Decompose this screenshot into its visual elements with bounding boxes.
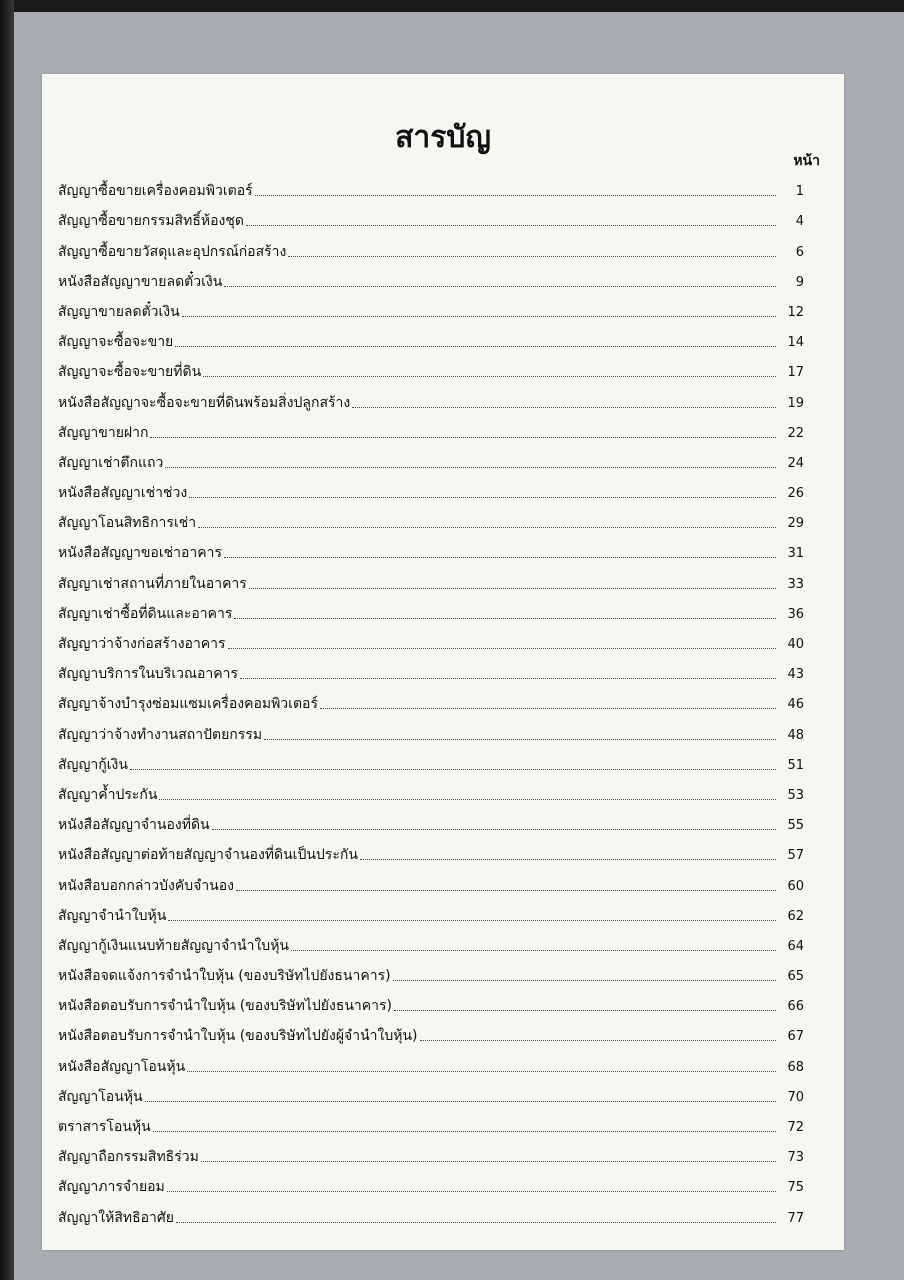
toc-entry <box>58 443 804 473</box>
dot-leader <box>203 375 776 377</box>
toc-entry-label: สัญญาจ้างบำรุงซ่อมแซมเครื่องคอมพิวเตอร์ <box>58 696 318 713</box>
dot-leader <box>288 255 776 257</box>
toc-entry-page-number: 33 <box>787 576 804 592</box>
dot-leader <box>182 315 776 317</box>
toc-entry-label: สัญญาซื้อขายกรรมสิทธิ์ห้องชุด <box>58 213 244 230</box>
dot-leader <box>255 194 776 196</box>
toc-entry <box>58 1077 804 1107</box>
dot-leader <box>249 587 776 589</box>
dot-leader <box>198 526 776 528</box>
dot-leader <box>168 919 776 921</box>
toc-entry <box>58 563 804 593</box>
toc-entry-label: สัญญาซื้อขายวัสดุและอุปกรณ์ก่อสร้าง <box>58 243 287 260</box>
toc-entry <box>58 322 804 352</box>
toc-entry <box>58 775 804 805</box>
dot-leader <box>145 1100 776 1102</box>
dot-leader <box>165 466 776 468</box>
toc-entry-page-number: 40 <box>787 637 804 652</box>
dot-leader <box>420 1039 777 1041</box>
toc-entry <box>58 684 804 714</box>
dot-leader <box>236 889 776 891</box>
toc-entry-label: สัญญาเช่าซื้อที่ดินและอาคาร <box>58 605 233 622</box>
toc-entry-label: หนังสือสัญญาต่อท้ายสัญญาจำนองที่ดินเป็นประกัน <box>58 847 358 864</box>
toc-entry-label: สัญญาขายฝาก <box>58 424 149 441</box>
dot-leader <box>201 1160 776 1162</box>
toc-entry-label: สัญญาเช่าตึกแถว <box>58 454 164 471</box>
toc-entry <box>58 835 804 865</box>
book-spine <box>0 0 14 1280</box>
toc-entry <box>58 654 804 684</box>
dot-leader <box>240 677 776 679</box>
toc-entry-label: สัญญาจะซื้อจะขายที่ดิน <box>58 364 202 381</box>
toc-entry <box>58 352 804 382</box>
toc-entry-page-number: 12 <box>787 304 804 320</box>
dot-leader <box>393 979 776 981</box>
dot-leader <box>212 828 776 830</box>
toc-entry-page-number: 65 <box>787 969 804 985</box>
dot-leader <box>187 1070 776 1072</box>
toc-entry-label: สัญญาให้สิทธิอาศัย <box>58 1209 175 1226</box>
toc-entry <box>58 1016 804 1046</box>
toc-entry-label: ตราสารโอนหุ้น <box>58 1119 151 1135</box>
toc-entry-label: หนังสือตอบรับการจำนำใบหุ้น (ของบริษัทไปยังผู้จำนำใบหุ้น) <box>58 1028 418 1045</box>
dot-leader <box>228 647 776 649</box>
toc-entry-label: สัญญาภารจำยอม <box>58 1179 165 1196</box>
toc-entry <box>58 533 804 563</box>
document-page <box>42 74 844 1250</box>
toc-entry-page-number: 43 <box>787 667 804 683</box>
toc-entry <box>58 503 804 533</box>
dot-leader <box>189 496 776 498</box>
toc-entry-page-number: 1 <box>795 184 804 200</box>
dot-leader <box>153 1130 776 1132</box>
dot-leader <box>394 1009 776 1011</box>
dot-leader <box>320 707 776 709</box>
toc-entry-page-number: 51 <box>787 757 804 773</box>
toc-entry-page-number: 22 <box>787 425 804 441</box>
toc-entry-page-number: 14 <box>787 335 804 351</box>
toc-entry <box>58 1107 804 1137</box>
toc-entry <box>58 714 804 744</box>
toc-entry-label: สัญญากู้เงินแนบท้ายสัญญาจำนำใบหุ้น <box>58 937 289 954</box>
toc-entry-page-number: 36 <box>787 606 804 622</box>
toc-entry <box>58 473 804 503</box>
toc-entry-label: หนังสือสัญญาขายลดตั๋วเงิน <box>58 273 223 290</box>
dot-leader <box>224 285 776 287</box>
dot-leader <box>175 345 776 347</box>
toc-entry <box>58 594 804 624</box>
toc-entry-page-number: 53 <box>787 787 804 803</box>
toc-entry-page-number: 31 <box>787 546 804 562</box>
dot-leader <box>159 798 776 800</box>
dot-leader <box>246 224 776 226</box>
page-title: สารบัญ <box>395 120 491 155</box>
toc-entry-page-number: 17 <box>787 365 804 381</box>
toc-entry-label: หนังสือตอบรับการจำนำใบหุ้น (ของบริษัทไปยังธนาคาร) <box>58 998 392 1015</box>
toc-entry <box>58 624 804 654</box>
dot-leader <box>264 738 776 740</box>
toc-entry-page-number: 6 <box>795 244 804 260</box>
toc-entry-label: หนังสือสัญญาขอเช่าอาคาร <box>58 545 222 562</box>
toc-entry <box>58 805 804 835</box>
toc-entry-label: หนังสือสัญญาจะซื้อจะขายที่ดินพร้อมสิ่งปลูกสร้าง <box>58 394 351 411</box>
toc-entry-page-number: 73 <box>787 1150 804 1166</box>
toc-entry <box>58 413 804 443</box>
toc-entry-page-number: 67 <box>787 1029 804 1045</box>
toc-entry-label: สัญญาจำนำใบหุ้น <box>58 907 167 924</box>
toc-entry-label: สัญญาค้ำประกัน <box>58 786 158 803</box>
toc-entry-label: หนังสือสัญญาโอนหุ้น <box>58 1058 186 1075</box>
toc-entry <box>58 262 804 292</box>
toc-entry-page-number: 75 <box>787 1180 804 1196</box>
toc-entry-label: หนังสือสัญญาเช่าช่วง <box>58 485 188 502</box>
toc-entry-label: หนังสือจดแจ้งการจำนำใบหุ้น (ของบริษัทไปยังธนาคาร) <box>58 968 391 985</box>
toc-entry-label: สัญญาถือกรรมสิทธิร่วม <box>58 1149 199 1166</box>
dot-leader <box>130 768 776 770</box>
toc-entry-label: สัญญาว่าจ้างทำงานสถาปัตยกรรม <box>58 726 263 743</box>
toc-entry-label: สัญญากู้เงิน <box>58 756 128 773</box>
toc-entry <box>58 1046 804 1076</box>
dot-leader <box>176 1221 776 1223</box>
toc-entry-label: สัญญาโอนสิทธิการเช่า <box>58 515 197 532</box>
toc-entry <box>58 171 804 201</box>
dot-leader <box>234 617 776 619</box>
toc-entry <box>58 1167 804 1197</box>
toc-entry-label: สัญญาขายลดตั๋วเงิน <box>58 303 180 320</box>
dot-leader <box>291 949 776 951</box>
toc-entry <box>58 865 804 895</box>
toc-entry-page-number: 60 <box>787 878 804 894</box>
dot-leader <box>167 1190 776 1192</box>
dot-leader <box>224 556 776 558</box>
toc-entry <box>58 745 804 775</box>
page-column-header: หน้า <box>793 153 820 169</box>
toc-entry-page-number: 77 <box>787 1210 804 1226</box>
toc-entry-label: สัญญาจะซื้อจะขาย <box>58 334 174 351</box>
toc-entry <box>58 231 804 261</box>
toc-entry <box>58 382 804 412</box>
toc-entry-page-number: 62 <box>787 908 804 924</box>
toc-entry <box>58 1137 804 1167</box>
toc-entry-page-number: 64 <box>787 938 804 954</box>
toc-entry <box>58 896 804 926</box>
toc-entry-page-number: 4 <box>795 214 804 230</box>
table-of-contents <box>58 171 804 1228</box>
toc-entry <box>58 926 804 956</box>
dot-leader <box>150 436 776 438</box>
toc-entry <box>58 201 804 231</box>
toc-entry-page-number: 26 <box>787 486 804 502</box>
toc-entry-label: หนังสือสัญญาจำนองที่ดิน <box>58 817 210 834</box>
toc-entry-label: สัญญาซื้อขายเครื่องคอมพิวเตอร์ <box>58 183 253 200</box>
dot-leader <box>360 858 776 860</box>
toc-entry-label: สัญญาเช่าสถานที่ภายในอาคาร <box>58 575 247 592</box>
toc-entry-page-number: 72 <box>787 1120 804 1135</box>
toc-entry-page-number: 57 <box>787 848 804 864</box>
toc-entry-page-number: 9 <box>795 274 804 290</box>
toc-entry <box>58 1197 804 1227</box>
toc-entry <box>58 956 804 986</box>
toc-entry-page-number: 46 <box>787 697 804 713</box>
toc-entry-page-number: 48 <box>787 727 804 743</box>
toc-entry <box>58 986 804 1016</box>
toc-entry-page-number: 66 <box>787 999 804 1015</box>
toc-entry-page-number: 29 <box>787 516 804 532</box>
toc-entry-page-number: 19 <box>787 395 804 411</box>
toc-entry-page-number: 70 <box>787 1089 804 1105</box>
toc-entry-page-number: 55 <box>787 818 804 834</box>
toc-entry-label: สัญญาบริการในบริเวณอาคาร <box>58 666 238 683</box>
toc-entry-label: สัญญาโอนหุ้น <box>58 1088 143 1105</box>
toc-entry-page-number: 24 <box>787 455 804 471</box>
toc-entry-label: สัญญาว่าจ้างก่อสร้างอาคาร <box>58 636 226 652</box>
dot-leader <box>352 406 776 408</box>
toc-entry <box>58 292 804 322</box>
toc-entry-label: หนังสือบอกกล่าวบังคับจำนอง <box>58 877 234 894</box>
toc-entry-page-number: 68 <box>787 1059 804 1075</box>
